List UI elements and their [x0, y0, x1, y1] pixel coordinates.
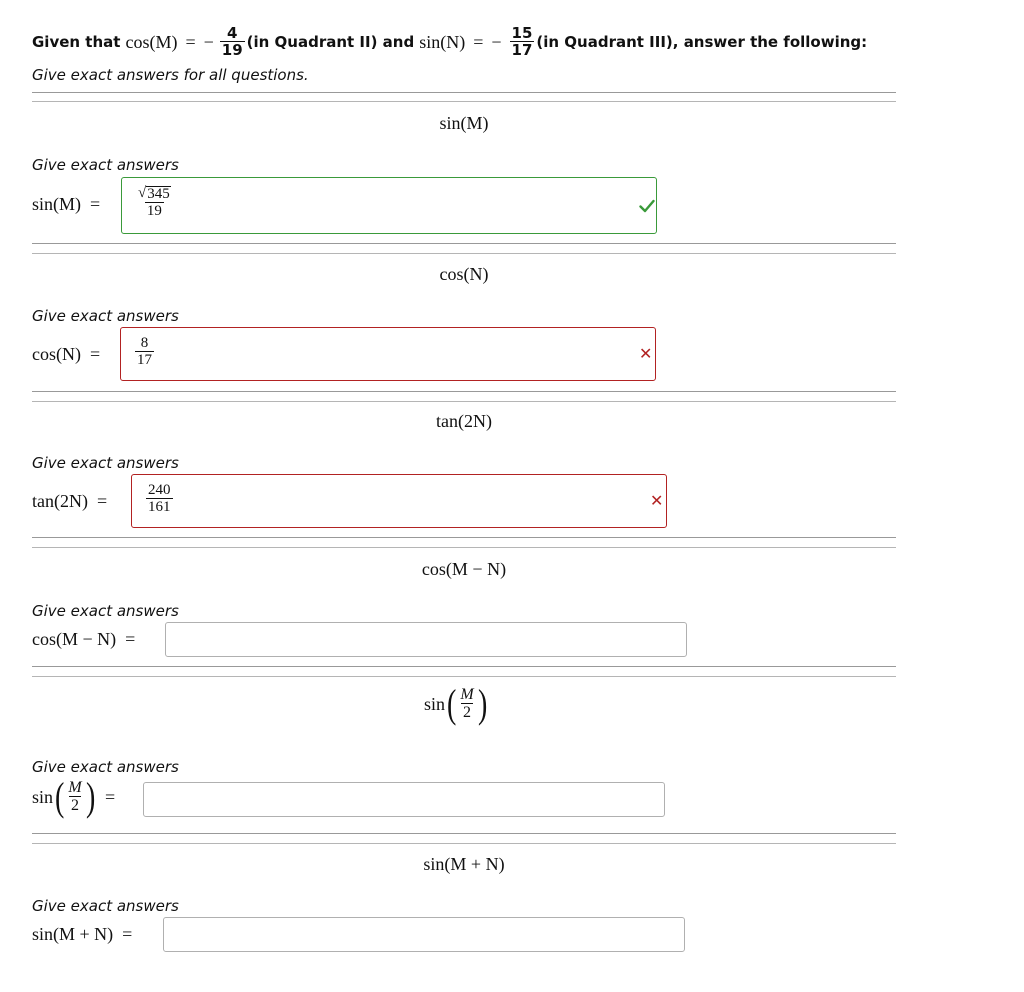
lhs-tan-2n-label: tan(2N)	[32, 491, 88, 511]
cos-m-denominator: 19	[221, 41, 243, 59]
cos-m-label: cos(M)	[125, 31, 178, 52]
divider	[32, 537, 896, 538]
question-title-sin-m: sin(M)	[439, 113, 489, 133]
divider	[32, 243, 896, 244]
question-title-cos-n: cos(N)	[439, 264, 489, 284]
divider	[32, 253, 896, 254]
question-title-sin-m-over-2	[424, 681, 489, 726]
divider	[32, 547, 896, 548]
divider	[32, 676, 896, 677]
right-paren: )	[477, 681, 488, 726]
lhs-denominator: 2	[71, 797, 79, 814]
x-icon: ✕	[650, 491, 664, 510]
sin-n-denominator: 17	[511, 41, 533, 59]
cos-m-fraction	[220, 26, 245, 58]
radicand: 345	[147, 186, 170, 202]
instruction-text: Give exact answers	[32, 156, 179, 174]
lhs-fn: sin	[32, 786, 54, 807]
answer-input-sin-m[interactable]	[121, 177, 657, 234]
exact-answers-note: Give exact answers for all questions.	[32, 66, 309, 84]
lhs-sin-m: sin(M) =	[32, 194, 101, 214]
lhs-cos-m-minus-n: cos(M − N) =	[32, 629, 136, 649]
title-fn: sin	[424, 693, 446, 714]
answer-value	[136, 186, 173, 219]
answer-denominator: 19	[146, 203, 162, 219]
answer-input-sin-m-plus-n[interactable]	[163, 917, 685, 952]
answer-numerator: 240	[148, 482, 171, 498]
instruction-text: Give exact answers	[32, 758, 179, 776]
sqrt-expression: √ 345	[138, 185, 170, 202]
lhs-sin-m-plus-n: sin(M + N) =	[32, 924, 133, 944]
title-denominator: 2	[463, 704, 471, 721]
left-paren: (	[447, 681, 457, 726]
quadrant-3-text: (in Quadrant III), answer the following:	[536, 33, 868, 51]
problem-statement	[32, 22, 867, 62]
sin-n-label: sin(N)	[419, 31, 466, 52]
answer-input-sin-m-over-2[interactable]	[143, 782, 665, 817]
instruction-text: Give exact answers	[32, 307, 179, 325]
lhs-numerator: M	[68, 779, 82, 796]
divider	[32, 843, 896, 844]
lhs-sin-m-over-2: sin ( $\frac{M}{2}$ ) =	[32, 774, 116, 819]
given-that-text: Given that	[32, 33, 121, 51]
answer-value	[146, 483, 173, 515]
sin-n-numerator: 15	[511, 24, 533, 42]
lhs-sin-m-label: sin(M)	[32, 194, 81, 214]
answer-input-tan-2n[interactable]	[131, 474, 667, 528]
divider	[32, 401, 896, 402]
question-title-tan-2n: tan(2N)	[436, 411, 492, 431]
equals-sign-2: =	[473, 31, 484, 52]
right-paren: )	[85, 774, 96, 819]
lhs-cos-n: cos(N) =	[32, 344, 101, 364]
divider	[32, 833, 896, 834]
divider	[32, 101, 896, 102]
question-title-cos-m-minus-n: cos(M − N)	[421, 559, 507, 579]
divider	[32, 666, 896, 667]
lhs-tan-2n: tan(2N) =	[32, 491, 108, 511]
answer-denominator: 17	[137, 352, 152, 368]
equals-sign: =	[185, 31, 196, 52]
lhs-cos-n-label: cos(N)	[32, 344, 81, 364]
left-paren: (	[55, 774, 65, 819]
answer-numerator: 8	[140, 335, 149, 351]
x-icon: ✕	[639, 344, 653, 363]
minus-sign: −	[203, 31, 214, 52]
cos-m-numerator: 4	[226, 24, 238, 42]
lhs-cos-m-minus-n-label: cos(M − N)	[32, 629, 117, 649]
instruction-text: Give exact answers	[32, 602, 179, 620]
instruction-text: Give exact answers	[32, 454, 179, 472]
quadrant-2-text: (in Quadrant II) and	[246, 33, 415, 51]
sin-n-fraction	[510, 26, 535, 58]
minus-sign-2: −	[491, 31, 502, 52]
answer-denominator: 161	[148, 499, 171, 515]
answer-input-cos-m-minus-n[interactable]	[165, 622, 687, 657]
question-title-sin-m-plus-n: sin(M + N)	[423, 854, 505, 874]
lhs-sin-m-plus-n-label: sin(M + N)	[32, 924, 114, 944]
title-numerator: M	[460, 686, 474, 703]
answer-value	[135, 336, 154, 368]
check-icon	[639, 199, 655, 213]
divider	[32, 391, 896, 392]
instruction-text: Give exact answers	[32, 897, 179, 915]
answer-input-cos-n[interactable]	[120, 327, 656, 381]
divider	[32, 92, 896, 93]
